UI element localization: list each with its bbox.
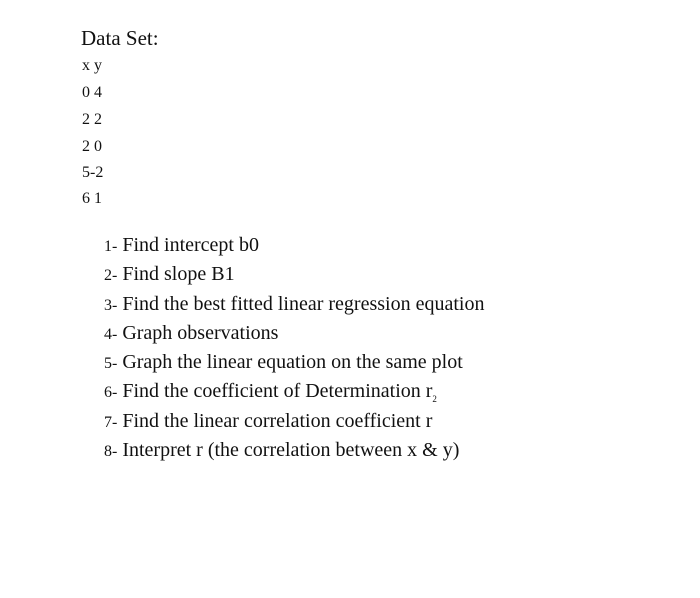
data-row: 5-2: [82, 164, 104, 181]
list-item: [104, 380, 484, 409]
list-item: [104, 293, 484, 322]
item-number: 3-: [104, 296, 118, 314]
list-item: [104, 234, 484, 263]
item-number: 1-: [104, 238, 118, 255]
superscript-two: 2: [432, 394, 437, 405]
item-text: Find the coefficient of Determination r: [122, 380, 433, 403]
data-row: 6 1: [82, 190, 102, 207]
item-number: 4-: [104, 325, 118, 343]
item-number: 8-: [104, 443, 118, 461]
data-row: 2 0: [82, 138, 102, 155]
data-row: 2 2: [82, 111, 102, 128]
item-text: Graph the linear equation on the same plot: [122, 351, 463, 374]
item-number: 6-: [104, 384, 118, 402]
task-list: [104, 234, 484, 468]
dataset-title: Data Set:: [81, 26, 159, 50]
item-text: Graph observations: [122, 321, 279, 344]
item-text: Find the best fitted linear regression equation: [122, 292, 485, 315]
data-row: 0 4: [82, 84, 102, 101]
list-item: [104, 439, 484, 468]
list-item: [104, 410, 484, 439]
item-number: 5-: [104, 355, 118, 373]
item-number: 2-: [104, 267, 118, 285]
dataset-header: x y: [82, 57, 102, 74]
list-item: [104, 351, 484, 380]
item-number: 7-: [104, 413, 118, 431]
item-text: Interpret r (the correlation between x & y): [122, 439, 460, 462]
item-text: Find intercept b0: [122, 234, 259, 256]
list-item: [104, 322, 484, 351]
item-text: Find the linear correlation coefficient r: [122, 409, 433, 432]
item-text: Find slope B1: [122, 263, 235, 286]
list-item: [104, 263, 484, 292]
